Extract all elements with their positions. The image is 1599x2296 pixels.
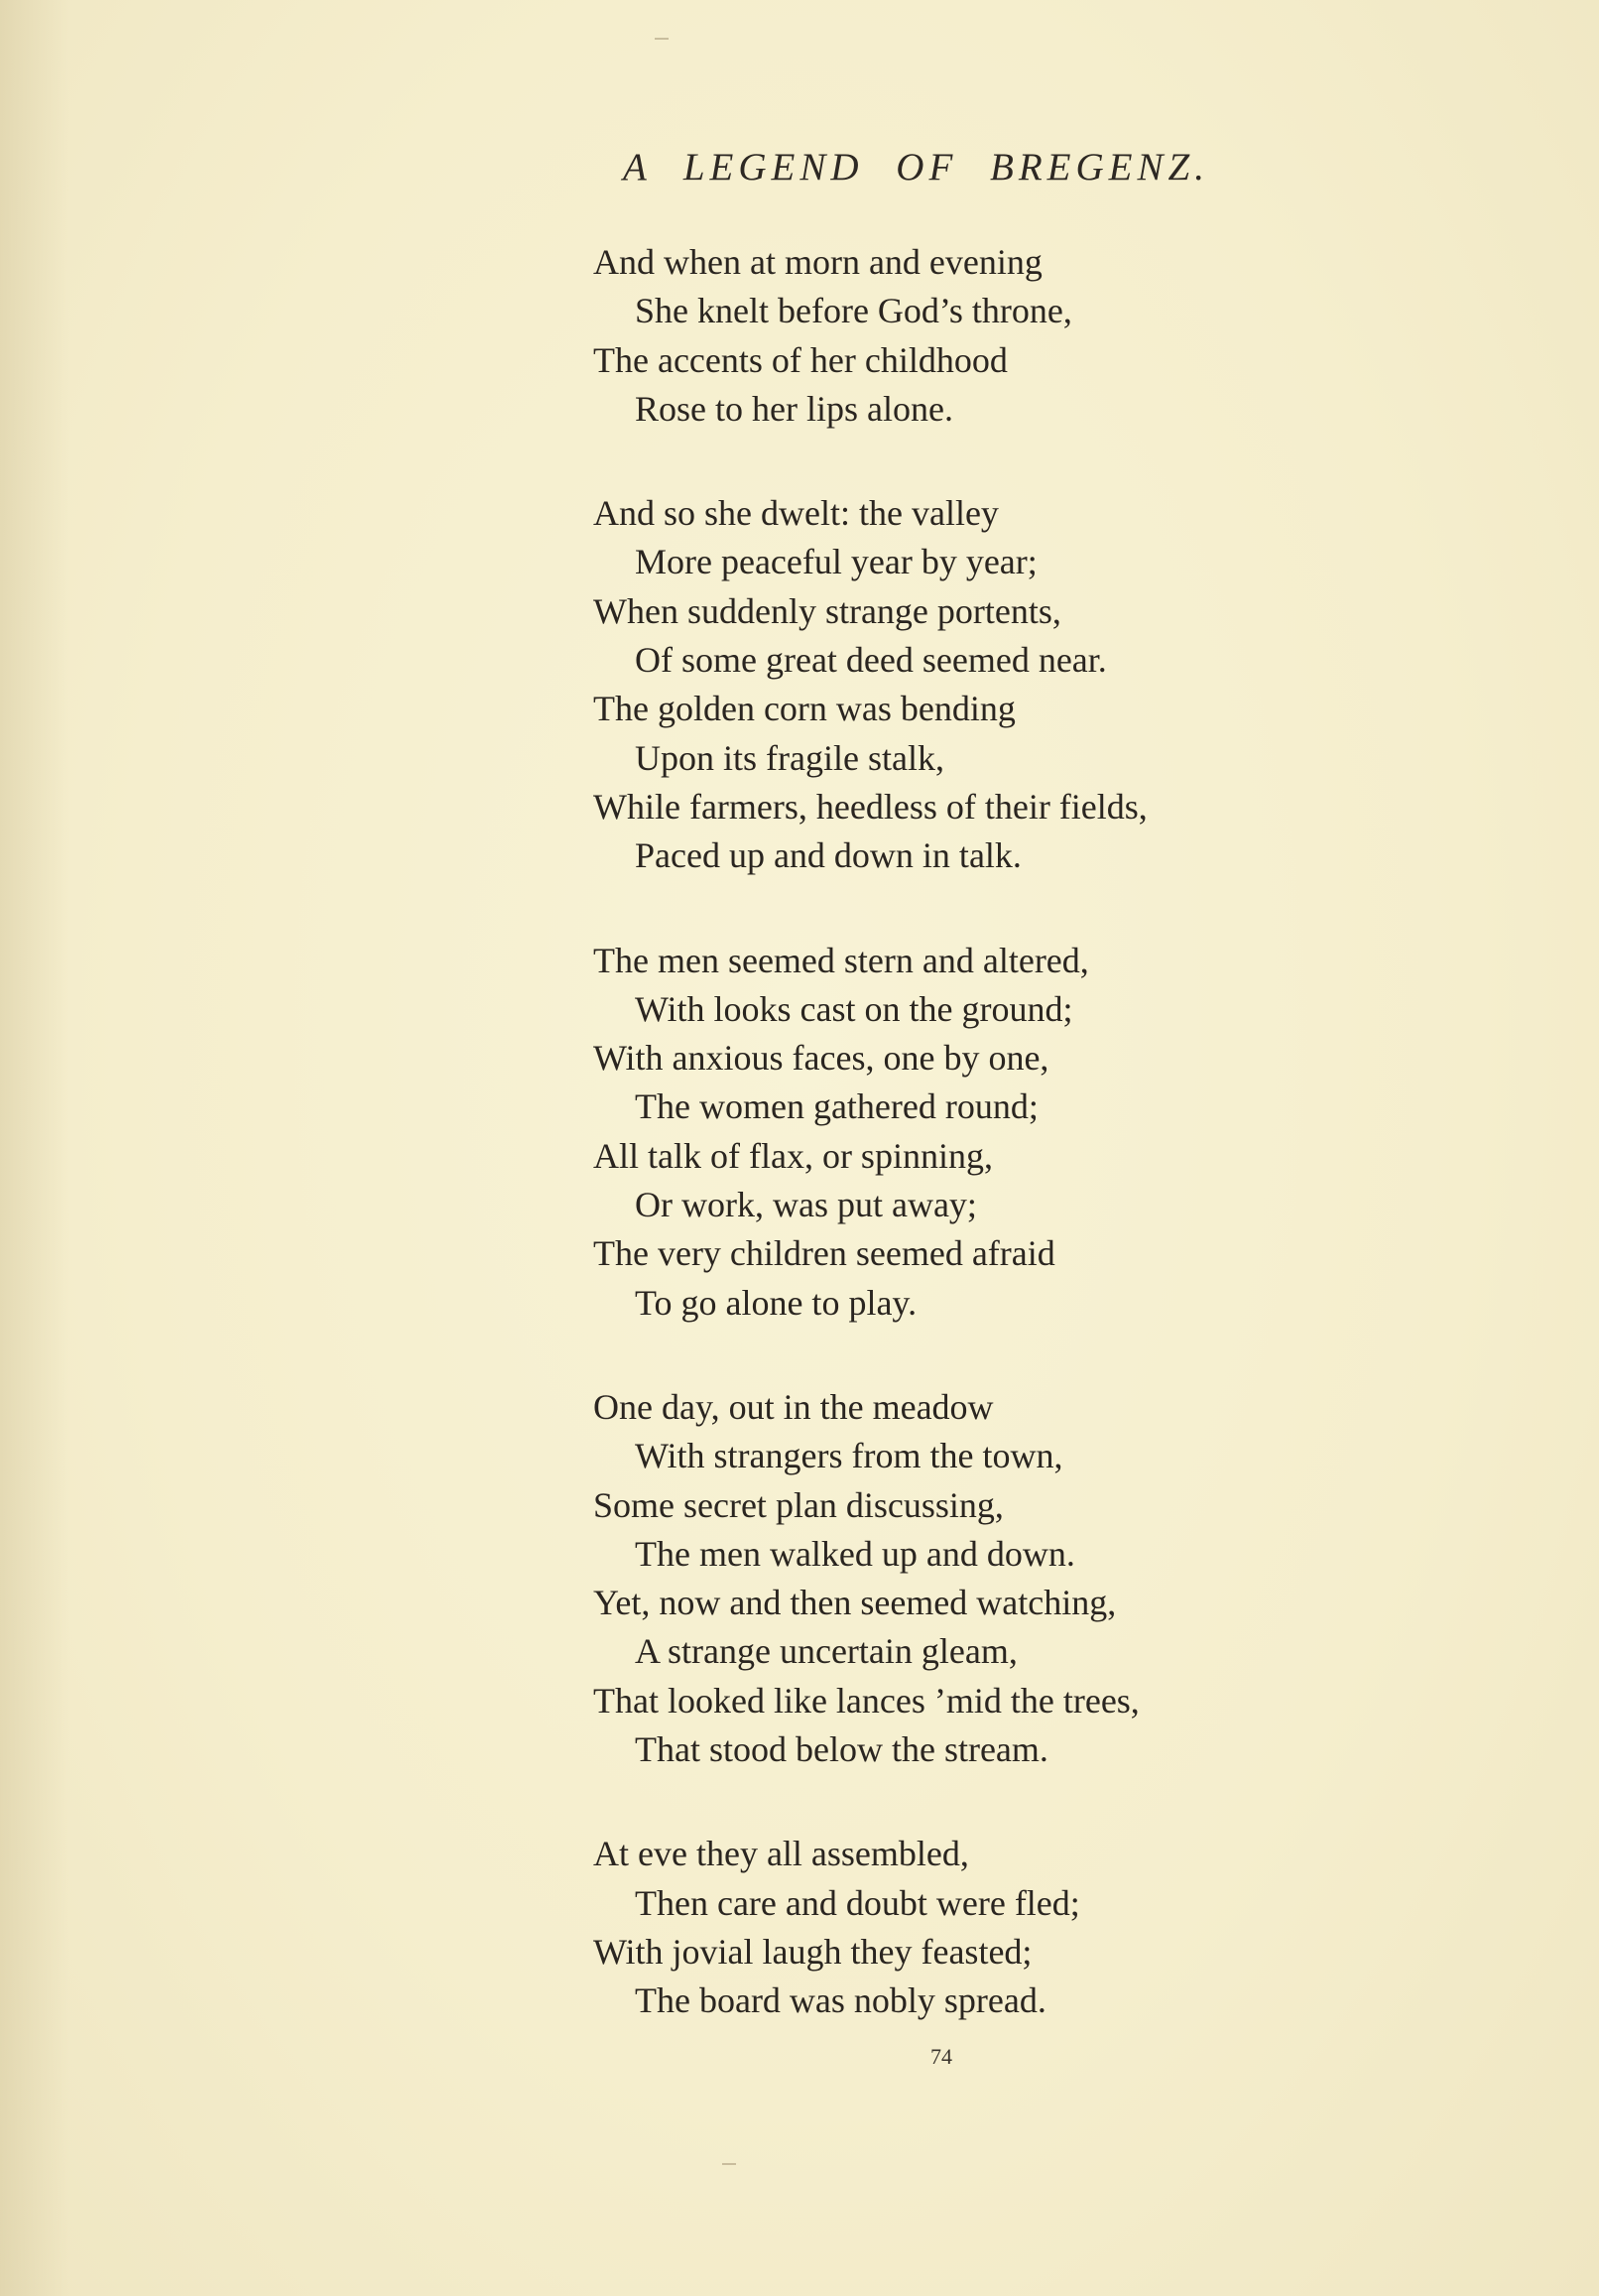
poem-line: The accents of her childhood — [593, 339, 1008, 380]
poem-line: To go alone to play. — [635, 1282, 918, 1323]
paper-speck — [655, 38, 669, 40]
poem-line: While farmers, heedless of their fields, — [593, 786, 1148, 827]
poem-line: Of some great deed seemed near. — [635, 640, 1107, 681]
poem-line: With anxious faces, one by one, — [593, 1038, 1049, 1079]
stanza-4 — [593, 1383, 1585, 1774]
poem-line: And so she dwelt: the valley — [593, 493, 999, 534]
page-edge-shadow — [0, 0, 69, 2296]
poem-line: A strange uncertain gleam, — [635, 1631, 1018, 1672]
poem-line: With strangers from the town, — [635, 1436, 1063, 1476]
poem-line: Some secret plan discussing, — [593, 1484, 1004, 1525]
poem-line: When suddenly strange portents, — [593, 590, 1061, 631]
poem-line: All talk of flax, or spinning, — [593, 1135, 993, 1176]
poem-line: The women gathered round; — [635, 1086, 1039, 1127]
poem-line: The board was nobly spread. — [635, 1980, 1046, 2021]
poem-line: At eve they all assembled, — [593, 1834, 969, 1874]
stanza-1 — [593, 238, 1585, 434]
running-head: A LEGEND OF BREGENZ. — [623, 146, 1209, 189]
poem-line: She knelt before God’s throne, — [635, 291, 1072, 331]
poem-line: Or work, was put away; — [635, 1185, 977, 1225]
poem-line: Upon its fragile stalk, — [635, 737, 944, 778]
stanza-3 — [593, 937, 1585, 1328]
poem-line: The men seemed stern and altered, — [593, 940, 1089, 980]
poem-line: With looks cast on the ground; — [635, 988, 1073, 1029]
poem-line: The men walked up and down. — [635, 1533, 1075, 1574]
poem-line: Then care and doubt were fled; — [635, 1882, 1080, 1923]
stanza-5 — [593, 1830, 1585, 2025]
poem-line: That looked like lances ’mid the trees, — [593, 1680, 1140, 1721]
poem-body — [593, 238, 1585, 2082]
poem-line: And when at morn and evening — [593, 242, 1043, 282]
poem-line: More peaceful year by year; — [635, 542, 1038, 582]
poem-line: The golden corn was bending — [593, 689, 1016, 729]
poem-line: With jovial laugh they feasted; — [593, 1931, 1033, 1972]
poem-line: Rose to her lips alone. — [635, 388, 953, 429]
poem-line: One day, out in the meadow — [593, 1386, 994, 1427]
poem-line: Yet, now and then seemed watching, — [593, 1583, 1117, 1623]
poem-line: That stood below the stream. — [635, 1729, 1048, 1770]
poem-line: Paced up and down in talk. — [635, 835, 1022, 876]
page-number: 74 — [930, 2044, 952, 2069]
stanza-2 — [593, 489, 1585, 880]
poem-line: The very children seemed afraid — [593, 1233, 1055, 1274]
paper-speck — [722, 2163, 736, 2165]
